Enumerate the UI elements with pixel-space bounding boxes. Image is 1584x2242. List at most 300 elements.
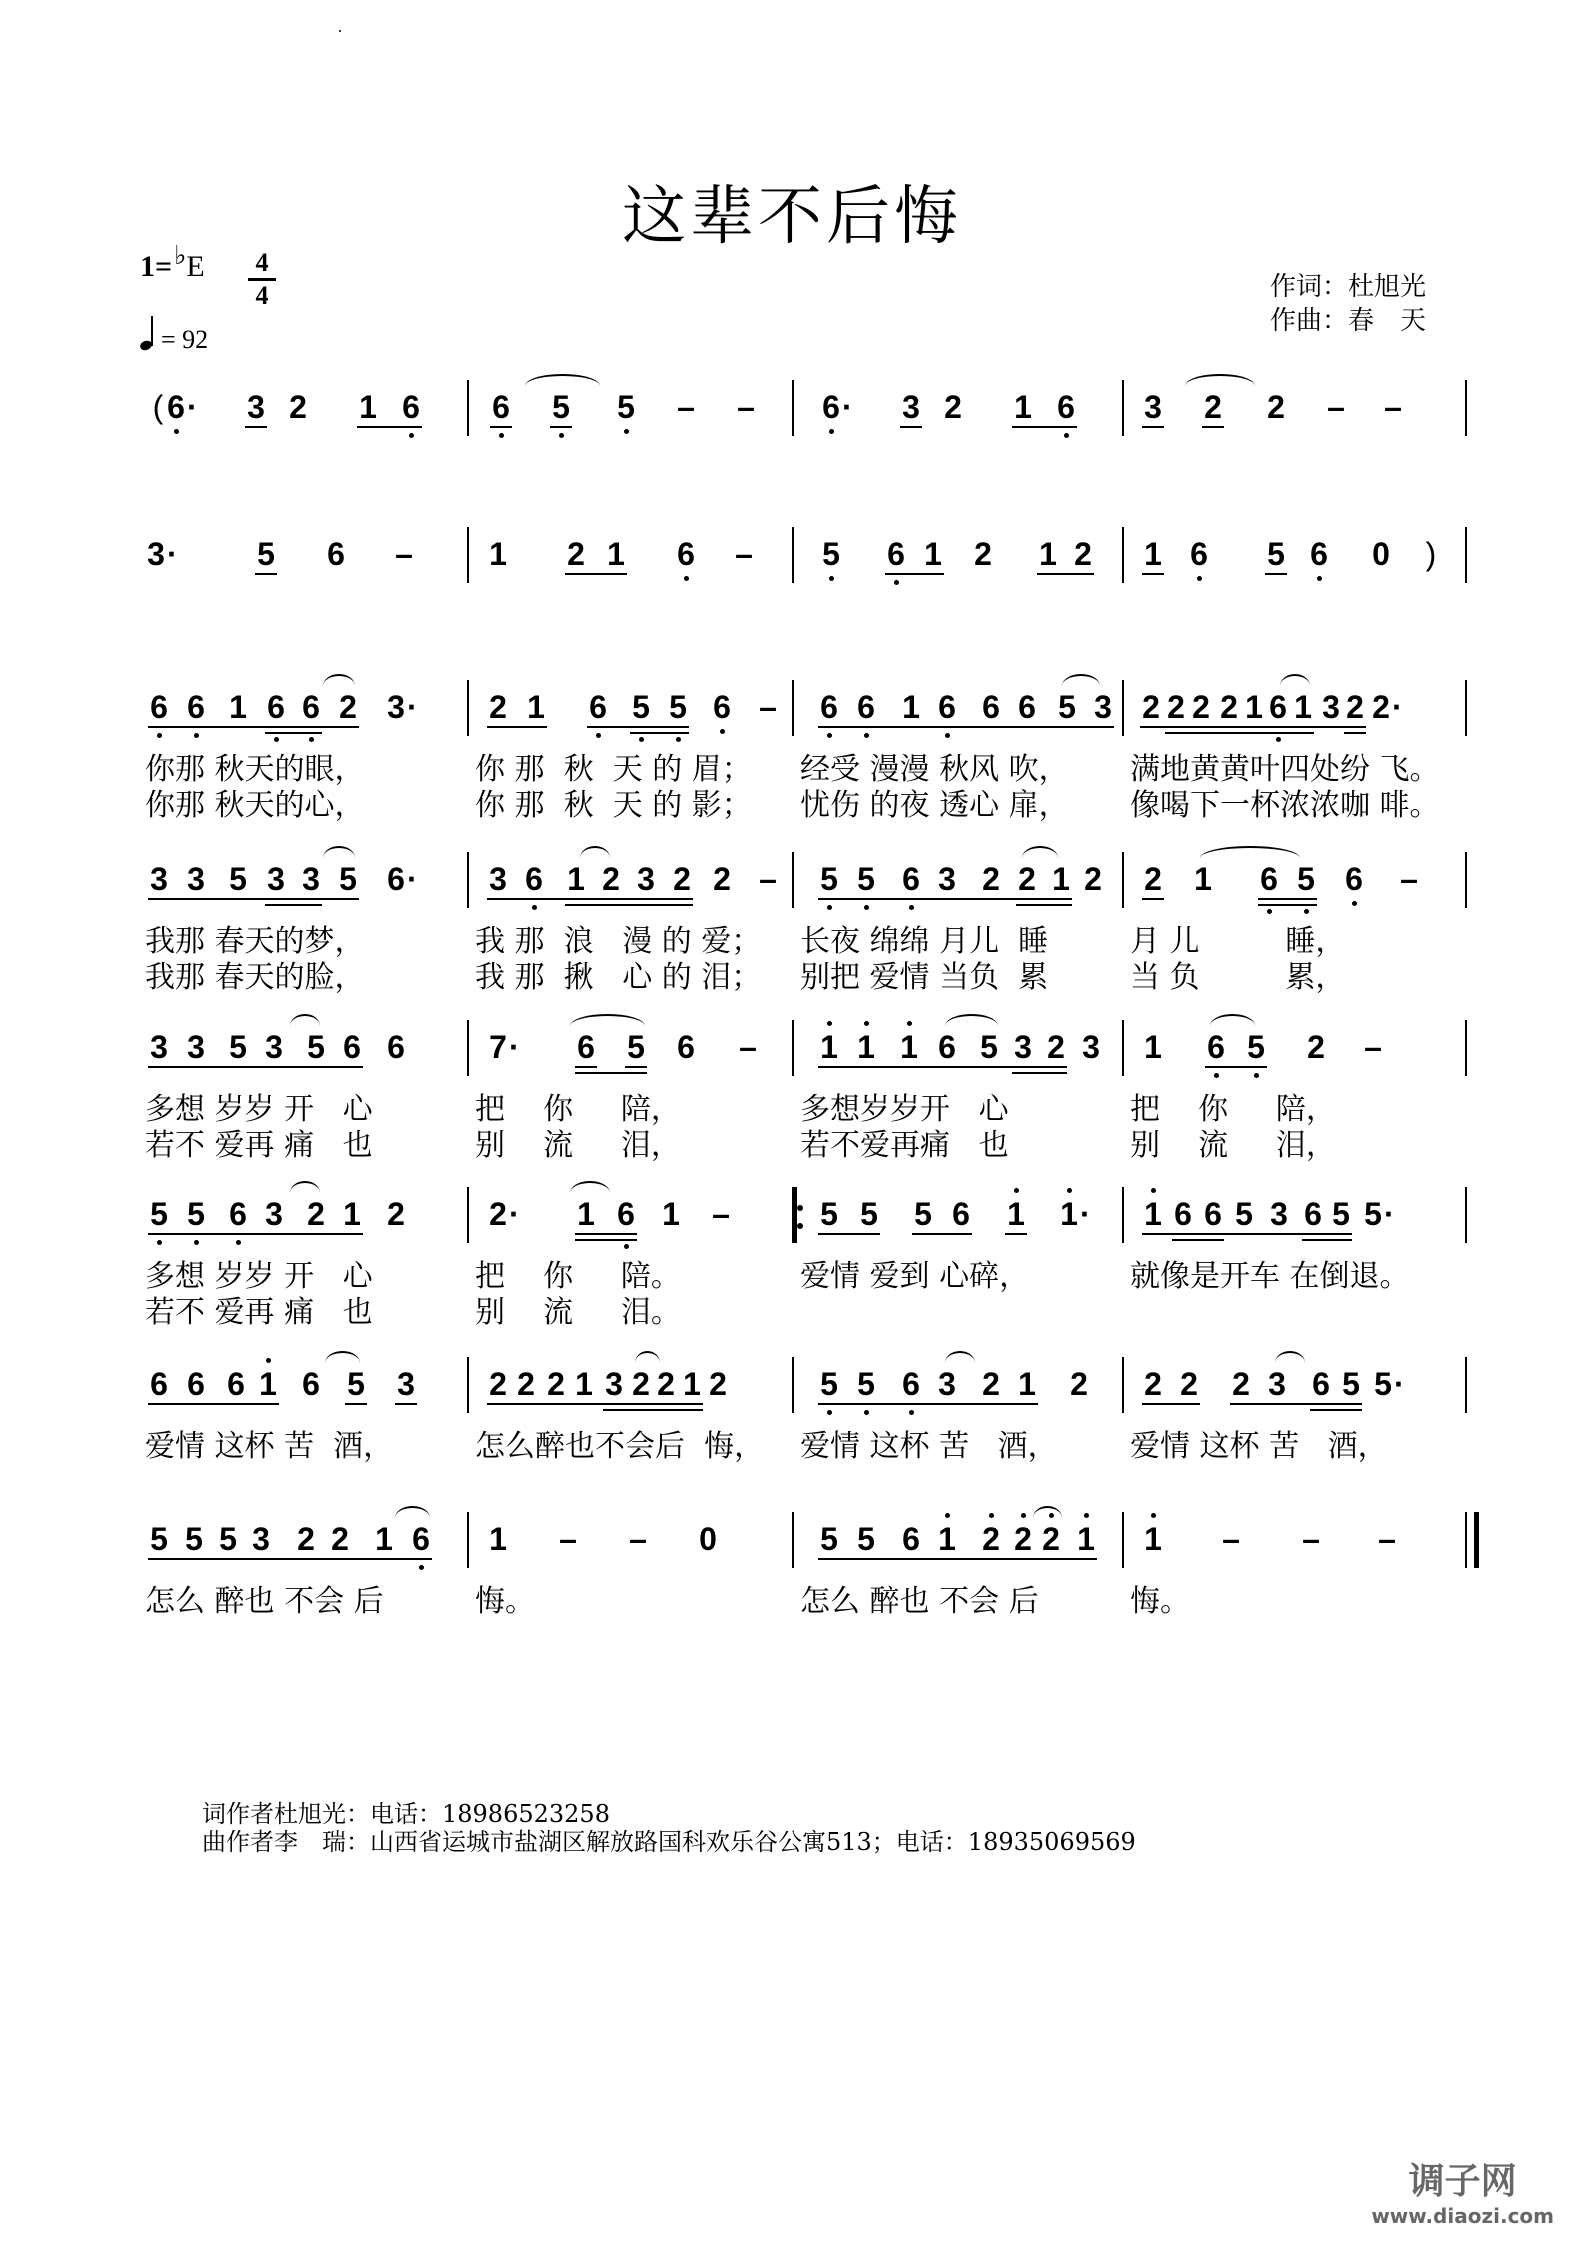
note: 6	[711, 690, 733, 724]
note: 2	[602, 861, 620, 897]
note: 5	[980, 1029, 998, 1065]
key-signature	[140, 241, 205, 284]
note: 6	[327, 536, 345, 572]
underline	[818, 898, 1072, 900]
note: 5	[820, 537, 842, 571]
lyric-line: 别 流 泪，	[1130, 1128, 1336, 1163]
notes-line	[145, 1500, 1465, 1586]
slur	[1033, 1506, 1062, 1518]
note: 6	[936, 690, 958, 724]
slur	[945, 1014, 998, 1026]
note: 2	[1346, 689, 1364, 725]
note: 6	[1304, 1196, 1322, 1232]
note: 6	[1018, 689, 1036, 725]
barline	[1465, 380, 1467, 436]
note: 3	[265, 1196, 283, 1232]
barline	[1465, 1020, 1467, 1076]
measure	[145, 668, 455, 754]
barline	[467, 1020, 469, 1076]
slur	[1210, 1014, 1255, 1026]
underline	[1142, 1403, 1200, 1405]
lyric-line: 多想 岁岁 开 心	[145, 1259, 373, 1294]
note: 2	[673, 861, 691, 897]
notes-line	[145, 368, 1465, 454]
note: 3	[1082, 1029, 1100, 1065]
staff-row	[145, 1008, 1465, 1163]
underline	[487, 726, 547, 728]
lyric-line: 就像是开车 在倒退。	[1130, 1259, 1410, 1294]
note: 6	[952, 1196, 970, 1232]
note: 1 ·	[1058, 1197, 1080, 1231]
note: 3	[1270, 1196, 1288, 1232]
lyric-line: 满地黄黄叶四处纷 飞。	[1130, 752, 1440, 787]
lyric-line: 把 你 陪，	[475, 1092, 681, 1127]
underline-double	[1172, 1239, 1224, 1241]
underline	[1140, 726, 1366, 728]
note: 3 ·	[147, 536, 178, 572]
dash: –	[1400, 861, 1418, 897]
note: 2	[1070, 1366, 1088, 1402]
watermark	[1371, 2153, 1554, 2228]
note: 5	[1342, 1366, 1360, 1402]
note: 1	[229, 689, 247, 725]
slur	[395, 1506, 430, 1518]
barline	[467, 680, 469, 736]
note: 2	[331, 1521, 349, 1557]
lyric-line: 怎么 醉也 不会 后	[800, 1584, 1039, 1619]
underline-double	[1165, 732, 1314, 734]
lyric-line: 把 你 陪，	[1130, 1092, 1336, 1127]
measure	[475, 1345, 795, 1431]
note: 0	[699, 1521, 717, 1557]
underline	[1205, 1066, 1267, 1068]
note: 2	[307, 1196, 325, 1232]
slur	[1022, 846, 1058, 858]
note: 2 ·	[1372, 689, 1403, 725]
note: 6	[1204, 1196, 1222, 1232]
note: 6 ·	[820, 390, 842, 424]
dash: –	[395, 536, 413, 572]
note: 6	[885, 537, 907, 571]
underline	[550, 426, 572, 428]
lyric-line: 别把 爱情 当负 累	[800, 960, 1049, 995]
note: 1	[257, 1367, 279, 1401]
note: 3	[247, 389, 265, 425]
measure	[145, 1175, 455, 1261]
note: 6	[227, 1197, 249, 1231]
note: 6	[902, 1521, 920, 1557]
barline	[1465, 1187, 1467, 1243]
underline	[587, 726, 689, 728]
underline	[1142, 898, 1164, 900]
measure	[475, 668, 795, 754]
note: 5	[550, 390, 572, 424]
measure	[800, 1175, 1110, 1261]
note: 2	[1040, 1522, 1062, 1556]
measure	[145, 840, 455, 926]
note: 1	[575, 1366, 593, 1402]
note: 1	[855, 1030, 877, 1064]
note: 1	[489, 536, 507, 572]
note: 3	[489, 861, 507, 897]
note: 5	[855, 1367, 877, 1401]
barline	[1122, 1512, 1124, 1568]
measure	[475, 368, 795, 454]
note: 1	[898, 1030, 920, 1064]
barline	[467, 527, 469, 583]
underline	[1202, 426, 1224, 428]
lyric-line: 我 那 揪 心 的 泪；	[475, 960, 762, 995]
barline	[1122, 1187, 1124, 1243]
note: 1	[527, 689, 545, 725]
lyric-line: 若不爱再痛 也	[800, 1128, 1009, 1163]
underline	[1037, 573, 1094, 575]
note: 6	[410, 1522, 432, 1556]
note: 5	[1235, 1196, 1253, 1232]
note: 6	[855, 690, 877, 724]
note: 6	[900, 1367, 922, 1401]
note: 1	[359, 389, 377, 425]
note: 1	[1245, 689, 1263, 725]
note: 2	[632, 1366, 650, 1402]
lyric-line: 若不 爱再 痛 也	[145, 1128, 373, 1163]
note: 5	[185, 1197, 207, 1231]
note: 2	[387, 1196, 405, 1232]
note: 3	[1268, 1366, 1286, 1402]
underline	[575, 1066, 597, 1068]
note: 6	[1205, 1030, 1227, 1064]
lyric-line: 我那 春天的脸，	[145, 960, 365, 995]
underline-double	[603, 1409, 703, 1411]
note: 2	[489, 1366, 507, 1402]
measure	[800, 1008, 1110, 1094]
measure	[1130, 1500, 1460, 1586]
composer-contact: 曲作者李 瑞：山西省运城市盐湖区解放路国科欢乐谷公寓513；电话：18935069569	[202, 1828, 1136, 1856]
underline	[1142, 1233, 1352, 1235]
note: 5	[615, 390, 637, 424]
lyricist-contact: 词作者杜旭光：电话：18986523258	[202, 1800, 610, 1828]
note: 6	[185, 690, 207, 724]
note: 1	[818, 1030, 840, 1064]
underline	[1005, 1233, 1027, 1235]
barline	[1122, 852, 1124, 908]
underline	[245, 426, 267, 428]
note: 1	[1142, 1522, 1164, 1556]
barline	[1122, 680, 1124, 736]
barline	[1122, 1020, 1124, 1076]
note: 2	[1012, 1522, 1034, 1556]
note: 6	[1267, 690, 1289, 724]
note: 2	[297, 1521, 315, 1557]
note: 2 ·	[489, 1196, 520, 1232]
underline	[818, 1233, 880, 1235]
note: 2	[1167, 689, 1185, 725]
note: 2	[1220, 689, 1238, 725]
note: 3	[397, 1366, 415, 1402]
note: 3	[938, 861, 956, 897]
note: 6	[400, 390, 422, 424]
speck	[339, 30, 341, 32]
note: 3	[1322, 689, 1340, 725]
lyric-line: 别 流 泪。	[475, 1295, 681, 1330]
slur	[290, 1181, 320, 1193]
barline	[467, 1357, 469, 1413]
dash: –	[1302, 1521, 1320, 1557]
underline-double	[1344, 732, 1366, 734]
note: 2	[1047, 1029, 1065, 1065]
note: 6	[1258, 862, 1280, 896]
note: 6	[982, 689, 1000, 725]
notes-line	[145, 1008, 1465, 1094]
underline	[357, 426, 422, 428]
measure	[1130, 1008, 1460, 1094]
dash: –	[739, 1029, 757, 1065]
note: 6	[587, 690, 609, 724]
note: 5	[185, 1521, 203, 1557]
close-paren: )	[1425, 536, 1437, 572]
note: 1	[936, 1522, 958, 1556]
note: 2	[547, 1366, 565, 1402]
underline	[900, 426, 922, 428]
measure	[145, 1500, 455, 1586]
measure	[800, 840, 1110, 926]
measure	[800, 1500, 1110, 1586]
underline	[487, 1403, 703, 1405]
underline	[1142, 573, 1164, 575]
watermark-name: 调子网	[1408, 2161, 1517, 2202]
credits	[1270, 270, 1426, 338]
note: 1	[1005, 1197, 1027, 1231]
note: 6	[1174, 1196, 1192, 1232]
note: 5	[818, 1367, 840, 1401]
underline	[148, 1403, 279, 1405]
note: 5	[307, 1029, 325, 1065]
note: 1	[1052, 861, 1070, 897]
staff-row	[145, 668, 1465, 823]
lyric-line: 我 那 浪 漫 的 爱；	[475, 924, 762, 959]
underline	[148, 1066, 363, 1068]
lyric-line: 像喝下一杯浓浓咖 啡。	[1130, 788, 1440, 823]
note: 5	[339, 861, 357, 897]
lyric-line: 你那 秋天的心，	[145, 788, 365, 823]
note: 1	[902, 689, 920, 725]
dash: –	[1222, 1521, 1240, 1557]
note: 2	[1267, 389, 1285, 425]
barline	[467, 852, 469, 908]
time-signature	[248, 250, 276, 309]
note: 2	[982, 1366, 1000, 1402]
measure	[145, 368, 455, 454]
underline	[395, 1403, 417, 1405]
note: 6	[1343, 862, 1365, 896]
note: 2	[982, 861, 1000, 897]
note: 5	[855, 862, 877, 896]
note: 5	[860, 1196, 878, 1232]
underline	[345, 1403, 367, 1405]
note: 6	[675, 537, 697, 571]
note: 3	[150, 861, 168, 897]
dash: –	[559, 1521, 577, 1557]
underline-double	[565, 904, 693, 906]
note: 6	[490, 390, 512, 424]
notes-line	[145, 840, 1465, 926]
lyric-line: 经受 漫漫 秋风 吹，	[800, 752, 1069, 787]
slur	[580, 846, 610, 858]
note: 2	[980, 1522, 1002, 1556]
note: 3	[187, 861, 205, 897]
note: 2	[517, 1366, 535, 1402]
lyric-line: 怎么 醉也 不会 后	[145, 1584, 384, 1619]
note: 6	[150, 1366, 168, 1402]
note: 2	[1204, 389, 1222, 425]
underline	[818, 1558, 1097, 1560]
note: 5	[229, 861, 247, 897]
underline	[1012, 426, 1077, 428]
measure	[475, 515, 795, 601]
underline	[912, 1233, 972, 1235]
measure	[800, 1345, 1110, 1431]
note: 1	[1075, 1522, 1097, 1556]
measure	[1130, 1345, 1460, 1431]
tempo-value: = 92	[161, 325, 209, 354]
lyric-line: 长夜 绵绵 月儿 睡	[800, 924, 1049, 959]
dash: –	[1327, 389, 1345, 425]
underline	[818, 1066, 1067, 1068]
barline	[1122, 1357, 1124, 1413]
underline	[148, 1558, 432, 1560]
slur	[1185, 374, 1255, 386]
watermark-url[interactable]: www.diaozi.com	[1371, 2204, 1554, 2228]
underline	[818, 1403, 1038, 1405]
note: 2	[1232, 1366, 1250, 1402]
note: 1	[1018, 1366, 1036, 1402]
underline-double	[1258, 904, 1317, 906]
quarter-note-stem	[151, 316, 153, 346]
dash: –	[737, 389, 755, 425]
lyric-line: 你那 秋天的眼，	[145, 752, 365, 787]
measure	[475, 1500, 795, 1586]
notes-line	[145, 668, 1465, 754]
note: 2	[289, 389, 307, 425]
underline	[148, 726, 359, 728]
measure	[800, 515, 1110, 601]
composer-credit: 作曲：春 天	[1270, 306, 1427, 336]
note: 2	[1180, 1366, 1198, 1402]
note: 1	[375, 1521, 393, 1557]
lyric-line: 我那 春天的梦，	[145, 924, 365, 959]
note: 3	[252, 1521, 270, 1557]
note: 3	[150, 1029, 168, 1065]
note: 6	[265, 690, 287, 724]
barline	[792, 680, 794, 736]
note: 2	[489, 689, 507, 725]
barline	[1465, 680, 1467, 736]
underline	[625, 1066, 647, 1068]
key-one: 1=	[140, 250, 173, 283]
note: 6	[300, 690, 322, 724]
note: 6	[677, 1029, 695, 1065]
note: 2	[713, 861, 731, 897]
lyric-line: 爱情 爱到 心碎，	[800, 1259, 1030, 1294]
note: 3	[302, 861, 320, 897]
note: 2	[1144, 1366, 1162, 1402]
barline	[1122, 527, 1124, 583]
underline-double	[630, 732, 689, 734]
underline	[148, 898, 359, 900]
note: 3	[938, 1366, 956, 1402]
barline	[792, 1512, 794, 1568]
dash: –	[735, 536, 753, 572]
lyric-line: 悔。	[475, 1584, 535, 1619]
slur	[1275, 1351, 1305, 1363]
underline	[1265, 573, 1287, 575]
dash: –	[712, 1196, 730, 1232]
note: 1	[567, 861, 585, 897]
lyric-line: 爱情 这杯 苦 酒，	[800, 1429, 1058, 1464]
note: 6	[302, 1366, 320, 1402]
note: 1	[924, 536, 942, 572]
note: 3	[637, 861, 655, 897]
note: 5	[219, 1521, 237, 1557]
slur	[945, 1351, 975, 1363]
note: 1	[343, 1196, 361, 1232]
barline	[792, 1187, 797, 1243]
underline	[1258, 898, 1317, 900]
lyric-line: 多想岁岁开 心	[800, 1092, 1009, 1127]
flat-icon: ♭	[174, 241, 187, 270]
note: 5	[818, 862, 840, 896]
contact-footer	[202, 1800, 1136, 1856]
note: 3	[1014, 1029, 1032, 1065]
note: 3	[265, 1029, 283, 1065]
lyric-line: 怎么醉也不会后 悔，	[475, 1429, 765, 1464]
note: 6	[523, 862, 545, 896]
note: 2	[339, 689, 357, 725]
note: 5 ·	[1364, 1196, 1395, 1232]
note: 5	[667, 690, 689, 724]
note: 1	[577, 1196, 595, 1232]
note: 2	[1192, 689, 1210, 725]
note: 3	[1144, 389, 1162, 425]
underline-double	[575, 1072, 647, 1074]
note: 5	[914, 1196, 932, 1232]
notes-line	[145, 1175, 1465, 1261]
note: 5	[1267, 536, 1285, 572]
note: 6	[615, 1197, 637, 1231]
note: 1	[1144, 536, 1162, 572]
open-paren: (	[152, 389, 164, 425]
note: 6	[387, 1029, 405, 1065]
slur	[325, 1351, 360, 1363]
note: 5	[1295, 862, 1317, 896]
slur	[525, 374, 600, 386]
barline	[467, 1512, 469, 1568]
barline	[792, 1020, 794, 1076]
measure	[145, 1345, 455, 1431]
note: 5	[150, 1521, 168, 1557]
note: 2	[1084, 861, 1102, 897]
note: 6	[1055, 390, 1077, 424]
page-title: 这辈不后悔	[622, 179, 962, 254]
barline	[792, 380, 794, 436]
note: 6	[227, 1366, 245, 1402]
note: 6	[900, 862, 922, 896]
measure	[1130, 1175, 1460, 1261]
measure	[1130, 840, 1460, 926]
note: 5	[1332, 1196, 1350, 1232]
underline	[490, 426, 512, 428]
note: 7 ·	[489, 1029, 520, 1065]
